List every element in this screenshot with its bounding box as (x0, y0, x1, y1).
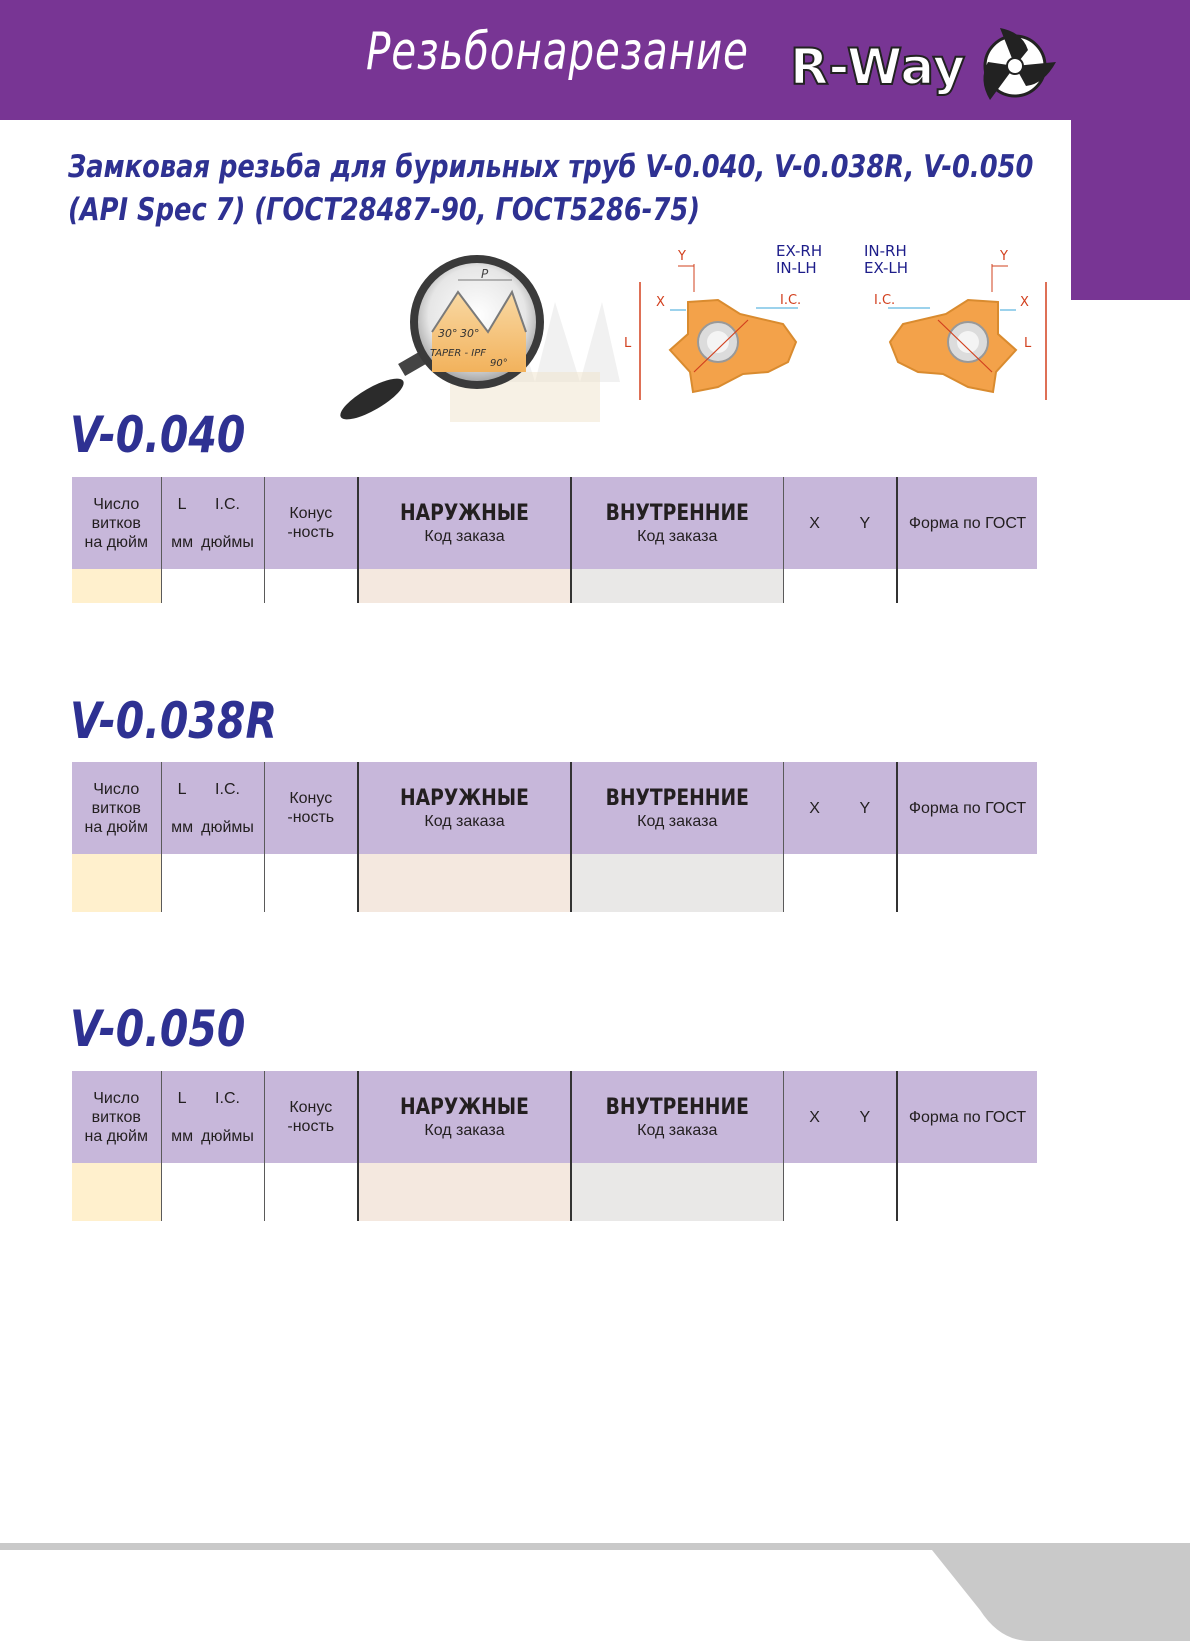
col-internal: ВНУТРЕННИЕ Код заказа (571, 1071, 783, 1163)
angle-right-label: 30° (460, 327, 480, 340)
side-tab (1071, 118, 1190, 300)
col-internal: ВНУТРЕННИЕ Код заказа (571, 477, 783, 569)
col-gost-form: Форма по ГОСТ (897, 762, 1037, 854)
table-row (72, 569, 1037, 603)
col-l-ic: L мм I.C. дюймы (161, 477, 264, 569)
in-lh-label: IN-LH (776, 259, 817, 277)
col-taper: Конус -ность (264, 1071, 358, 1163)
col-threads-per-inch: Число витков на дюйм (72, 762, 161, 854)
col-external: НАРУЖНЫЕ Код заказа (358, 477, 571, 569)
col-external: НАРУЖНЫЕ Код заказа (358, 1071, 571, 1163)
right-l-label: L (1024, 336, 1032, 351)
spec-table-v0040 (72, 477, 1037, 603)
left-l-label: L (624, 336, 632, 351)
spec-table-v0038r (72, 762, 1037, 912)
heading-line-2: (API Spec 7) (ГОСТ28487-90, ГОСТ5286-75) (68, 192, 701, 228)
footer-rule (0, 1543, 1190, 1550)
col-gost-form: Форма по ГОСТ (897, 1071, 1037, 1163)
col-x-y: X Y (783, 762, 897, 854)
section-title-v0050: V-0.050 (70, 1000, 246, 1058)
col-threads-per-inch: Число витков на дюйм (72, 477, 161, 569)
insert-dimension-diagram (624, 242, 1038, 428)
table-header-row (72, 1071, 1037, 1163)
brand-swirl-icon (970, 22, 1060, 106)
right-x-label: X (1020, 295, 1029, 310)
right-ic-label: I.C. (874, 293, 896, 308)
right-y-label: Y (1000, 249, 1008, 264)
right-angle-label: 90° (490, 358, 508, 369)
col-taper: Конус -ность (264, 762, 358, 854)
spec-table-v0050 (72, 1071, 1037, 1221)
table-header-row (72, 762, 1037, 854)
pitch-label: P (481, 267, 489, 281)
left-insert (624, 249, 801, 400)
thread-profile-magnifier (340, 262, 630, 442)
heading-line-1: Замковая резьба для бурильных труб V-0.040, V-0.038R, V-0.050 (68, 149, 1034, 185)
section-heading (68, 146, 1033, 232)
col-l-ic: L мм I.C. дюймы (161, 1071, 264, 1163)
table-row (72, 1163, 1037, 1221)
col-x-y: X Y (783, 477, 897, 569)
col-threads-per-inch: Число витков на дюйм (72, 1071, 161, 1163)
col-taper: Конус -ность (264, 477, 358, 569)
left-ic-label: I.C. (780, 293, 802, 308)
table-row (72, 854, 1037, 912)
ex-lh-label: EX-LH (864, 259, 909, 277)
page-title: Резьбонарезание (366, 22, 749, 82)
table-header-row (72, 477, 1037, 569)
footer-corner-shape (0, 1550, 1190, 1641)
col-internal: ВНУТРЕННИЕ Код заказа (571, 762, 783, 854)
col-external: НАРУЖНЫЕ Код заказа (358, 762, 571, 854)
taper-label: TAPER - IPF (430, 348, 487, 359)
angle-left-label: 30° (438, 327, 458, 340)
col-gost-form: Форма по ГОСТ (897, 477, 1037, 569)
section-title-v0040: V-0.040 (70, 406, 246, 464)
left-x-label: X (656, 295, 665, 310)
brand-logo (790, 22, 1060, 106)
ex-rh-label: EX-RH (776, 242, 823, 260)
section-title-v0038r: V-0.038R (70, 692, 278, 750)
in-rh-label: IN-RH (864, 242, 907, 260)
col-l-ic: L мм I.C. дюймы (161, 762, 264, 854)
col-x-y: X Y (783, 1071, 897, 1163)
brand-name: R-Way (790, 38, 966, 96)
left-y-label: Y (678, 249, 686, 264)
